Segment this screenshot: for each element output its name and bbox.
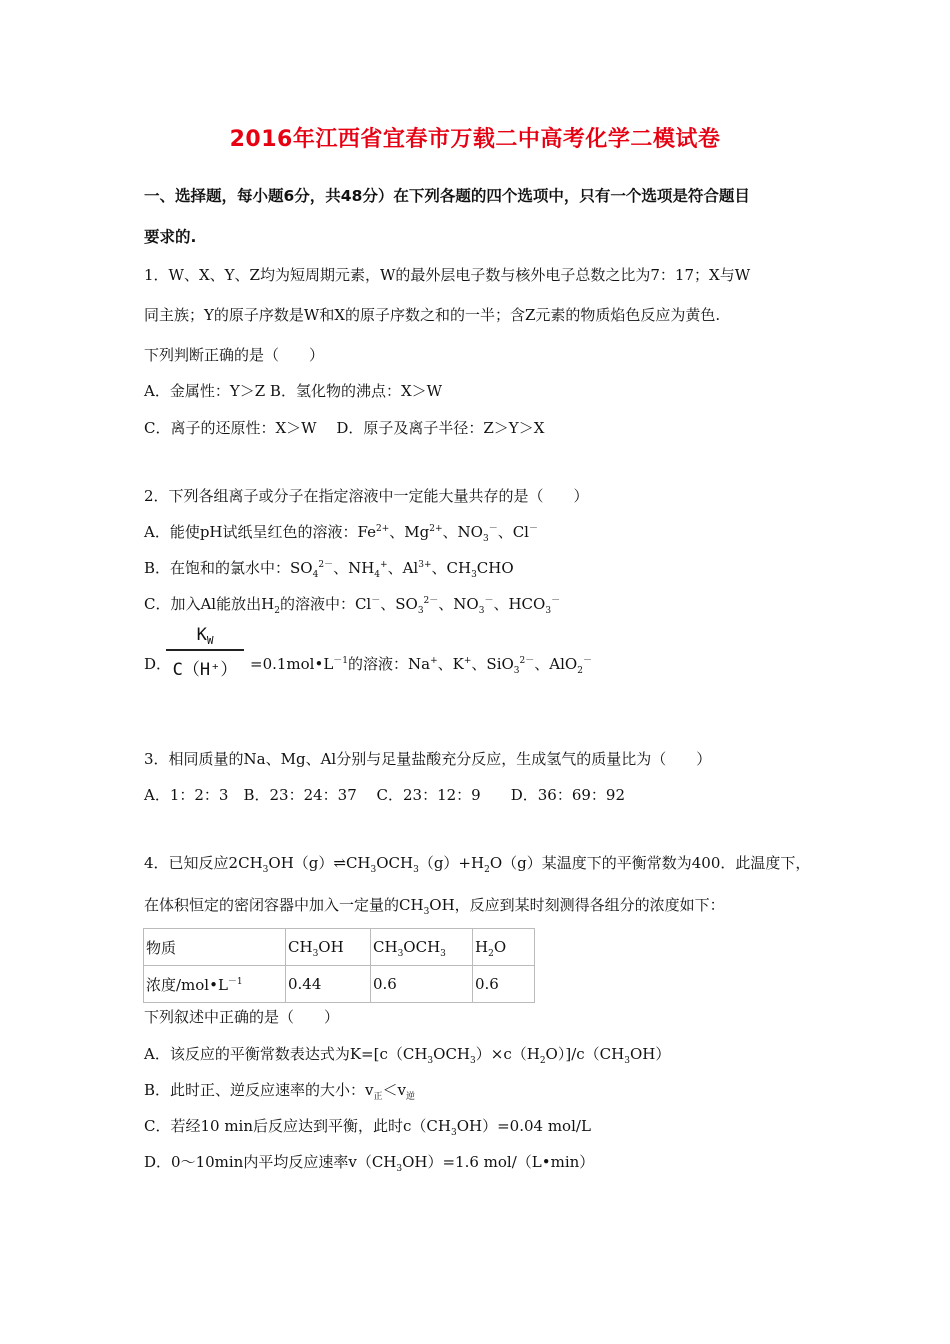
- q1-stem-line2: 同主族；Y的原子序数是W和X的原子序数之和的一半；含Z元素的物质焰色反应为黄色.: [144, 306, 721, 324]
- q2-option-b: B．在饱和的氯水中：$SO_4^{2-}$、$NH_4^+$、$Al^{3+}$、$CH_3CHO$: [144, 559, 514, 580]
- q1-stem-line3: 下列判断正确的是（ ）: [144, 346, 325, 364]
- q2-option-a: A．能使pH试纸呈红色的溶液：$Fe^{2+}$、$Mg^{2+}$、$NO_3^-$、Cl－: [144, 523, 538, 544]
- fraction-numerator: $K_W$: [196, 625, 214, 647]
- fraction-denominator: C（H⁺）: [172, 660, 238, 680]
- kw-fraction: [166, 625, 244, 683]
- fraction-bar: [166, 649, 244, 651]
- section-heading-line1: 一、选择题，每小题6分，共48分）在下列各题的四个选项中，只有一个选项是符合题目: [144, 187, 750, 205]
- q3-stem: 3．相同质量的Na、Mg、Al分别与足量盐酸充分反应，生成氢气的质量比为（ ）: [144, 750, 712, 768]
- q4-stem-line2: 在体积恒定的密闭容器中加入一定量的$CH_3OH$，反应到某时刻测得各组分的浓度如下：: [144, 896, 725, 917]
- concentration-table: [143, 928, 535, 1003]
- q2-option-d-label: D．: [144, 655, 172, 673]
- table-header-cell: $H_2O$: [473, 929, 535, 966]
- q4-option-a: A．该反应的平衡常数表达式为$K=[c(CH_3OCH_3)\times c(H_2O)]/c(CH_3OH)$: [144, 1045, 671, 1066]
- table-header-cell: 物质: [144, 929, 286, 966]
- q2-stem: 2．下列各组离子或分子在指定溶液中一定能大量共存的是（ ）: [144, 487, 589, 505]
- table-row: [144, 966, 535, 1003]
- q1-stem-line1: 1．W、X、Y、Z均为短周期元素，W的最外层电子数与核外电子总数之比为7：17；X与W: [144, 266, 751, 284]
- q4-option-b: B．此时正、逆反应速率的大小：$v_正<v_逆$: [144, 1081, 416, 1102]
- table-header-cell: $CH_3OCH_3$: [371, 929, 473, 966]
- q4-stem-line1: 4．已知反应$2CH_3OH(g)\rightleftharpoons CH_3OCH_3(g)+H_2O(g)$某温度下的平衡常数为400．此温度下，: [144, 854, 811, 875]
- page-title: 2016年江西省宜春市万载二中高考化学二模试卷: [229, 127, 721, 152]
- table-header-cell: $CH_3OH$: [286, 929, 371, 966]
- q1-options-cd: C．离子的还原性：X＞W D．原子及离子半径：Z＞Y＞X: [144, 419, 545, 437]
- q3-options: A．1：2：3 B．23：24：37 C．23：12：9 D．36：69：92: [144, 786, 625, 804]
- table-cell: 0.44: [286, 966, 371, 1003]
- q4-option-d: D．0～10min内平均反应速率$v(CH_3OH)=1.6$ mol/（L•min）: [144, 1153, 595, 1174]
- q2-option-d: $=0.1mol•L^{-1}$的溶液：Na+、K+、SiO$_3^{2-}$、AlO$_2$－: [250, 655, 592, 676]
- table-cell: 浓度$/mol•L^{-1}$: [144, 966, 286, 1003]
- q4-stem-line3: 下列叙述中正确的是（ ）: [144, 1008, 340, 1026]
- table-row: [144, 929, 535, 966]
- section-heading-line2: 要求的.: [144, 228, 197, 246]
- table-cell: 0.6: [371, 966, 473, 1003]
- q4-option-c: C．若经10 min后反应达到平衡，此时$c(CH_3OH)=0.04$ mol/L: [144, 1117, 591, 1138]
- q1-options-ab: A．金属性：Y＞Z B．氢化物的沸点：X＞W: [144, 382, 443, 400]
- q2-option-c: C．加入Al能放出$H_2$的溶液中：Cl－、$SO_3^{2-}$、$NO_3^-$、$HCO_3^-$: [144, 595, 561, 616]
- table-cell: 0.6: [473, 966, 535, 1003]
